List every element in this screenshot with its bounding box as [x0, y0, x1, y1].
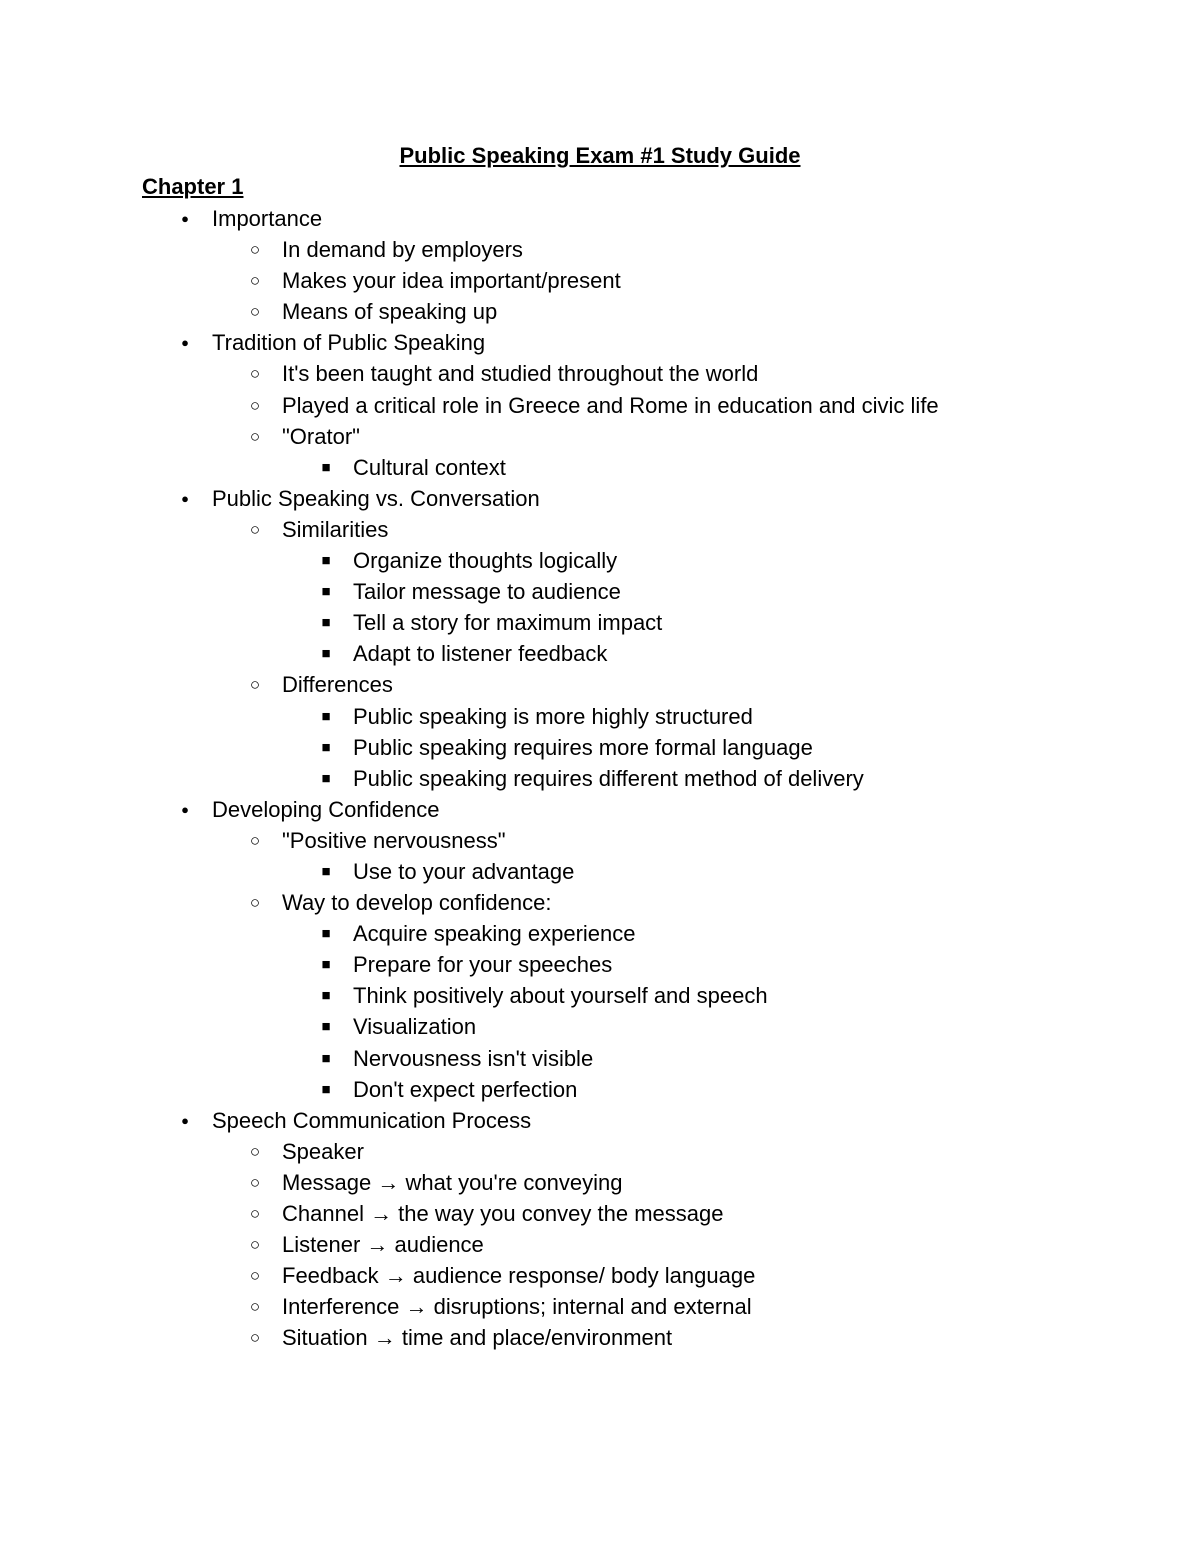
hollow-circle-bullet-icon: ○ — [249, 1328, 261, 1348]
filled-circle-bullet-icon: ● — [181, 211, 189, 226]
filled-square-bullet-icon: ■ — [321, 738, 331, 756]
outline-item-level-2 — [0, 1322, 1200, 1353]
outline-item-level-1 — [0, 483, 1200, 514]
outline-item-text: Organize thoughts logically — [353, 548, 618, 574]
outline-item-level-2 — [0, 514, 1200, 545]
filled-square-bullet-icon: ■ — [321, 707, 331, 725]
outline-item-text: "Orator" — [282, 423, 360, 449]
outline-item-text: Message → what you're conveying — [282, 1169, 623, 1195]
outline-item-level-3 — [0, 1074, 1200, 1105]
outline-item-level-1 — [0, 794, 1200, 825]
outline-item-text: Differences — [282, 672, 393, 698]
outline-item-level-2 — [0, 669, 1200, 700]
outline-item-level-3 — [0, 452, 1200, 483]
outline-item-text: Speech Communication Process — [212, 1107, 532, 1133]
outline-item-level-2 — [0, 1198, 1200, 1229]
filled-circle-bullet-icon: ● — [181, 335, 189, 351]
filled-square-bullet-icon: ■ — [321, 458, 331, 476]
outline-item-level-3 — [0, 763, 1200, 794]
outline-item-text: Don't expect perfection — [353, 1076, 578, 1102]
filled-square-bullet-icon: ■ — [321, 956, 331, 974]
hollow-circle-bullet-icon: ○ — [249, 302, 261, 322]
filled-square-bullet-icon: ■ — [321, 645, 331, 663]
outline-item-level-3 — [0, 638, 1200, 669]
outline-item-text: Feedback → audience response/ body language — [282, 1263, 756, 1289]
outline-item-level-3 — [0, 701, 1200, 732]
outline-item-level-3 — [0, 1011, 1200, 1042]
outline-item-level-3 — [0, 576, 1200, 607]
outline-item-level-3 — [0, 856, 1200, 887]
outline-item-level-2 — [0, 265, 1200, 296]
filled-square-bullet-icon: ■ — [321, 1018, 331, 1036]
filled-circle-bullet-icon: ● — [181, 801, 189, 817]
outline-item-level-1 — [0, 1105, 1200, 1136]
outline-item-text: It's been taught and studied throughout the world — [282, 361, 759, 387]
hollow-circle-bullet-icon: ○ — [249, 1297, 261, 1317]
outline-item-level-2 — [0, 887, 1200, 918]
outline-item-level-3 — [0, 949, 1200, 980]
hollow-circle-bullet-icon: ○ — [249, 395, 261, 415]
hollow-circle-bullet-icon: ○ — [249, 519, 261, 539]
outline-item-level-3 — [0, 1043, 1200, 1074]
outline-item-text: Tailor message to audience — [353, 579, 621, 605]
outline-item-text: Public speaking requires more formal language — [353, 734, 813, 760]
outline-item-level-2 — [0, 358, 1200, 389]
outline-item-level-1 — [0, 327, 1200, 358]
hollow-circle-bullet-icon: ○ — [249, 1172, 261, 1192]
filled-square-bullet-icon: ■ — [321, 614, 331, 632]
outline-item-level-2 — [0, 1229, 1200, 1260]
outline-item-level-3 — [0, 918, 1200, 949]
outline-item-text: Use to your advantage — [353, 858, 575, 884]
outline-item-text: Cultural context — [353, 454, 506, 480]
outline-item-level-2 — [0, 390, 1200, 421]
outline-item-text: Developing Confidence — [212, 796, 440, 822]
outline-item-text: Public speaking is more highly structured — [353, 703, 753, 729]
outline-item-text: Public Speaking vs. Conversation — [212, 485, 540, 511]
filled-square-bullet-icon: ■ — [321, 583, 331, 601]
outline-item-level-3 — [0, 732, 1200, 763]
outline-item-text: Prepare for your speeches — [353, 952, 613, 978]
hollow-circle-bullet-icon: ○ — [249, 830, 261, 850]
outline-item-text: Played a critical role in Greece and Rome in education and civic life — [282, 392, 939, 418]
outline-item-text: Importance — [212, 206, 323, 231]
outline-item-text: Listener → audience — [282, 1232, 484, 1258]
outline-item-text: Channel → the way you convey the message — [282, 1201, 724, 1226]
filled-square-bullet-icon: ■ — [321, 769, 331, 787]
hollow-circle-bullet-icon: ○ — [249, 1141, 261, 1161]
hollow-circle-bullet-icon: ○ — [249, 1204, 261, 1223]
outline-item-text: In demand by employers — [282, 237, 523, 263]
outline-item-text: Adapt to listener feedback — [353, 641, 608, 667]
filled-square-bullet-icon: ■ — [321, 1049, 331, 1067]
outline-item-level-2 — [0, 296, 1200, 327]
outline-item-level-2 — [0, 825, 1200, 856]
hollow-circle-bullet-icon: ○ — [249, 240, 261, 260]
outline-item-level-2 — [0, 1167, 1200, 1198]
outline-item-level-2 — [0, 1260, 1200, 1291]
outline-item-level-2 — [0, 234, 1200, 265]
hollow-circle-bullet-icon: ○ — [249, 1235, 261, 1255]
outline-item-level-3 — [0, 607, 1200, 638]
outline-item-text: Think positively about yourself and speech — [353, 983, 768, 1009]
outline-item-text: Visualization — [353, 1014, 477, 1040]
hollow-circle-bullet-icon: ○ — [249, 364, 261, 384]
filled-square-bullet-icon: ■ — [321, 1080, 331, 1098]
hollow-circle-bullet-icon: ○ — [249, 271, 261, 291]
outline-item-level-1 — [0, 203, 1200, 234]
outline-item-level-2 — [0, 1291, 1200, 1322]
filled-square-bullet-icon: ■ — [321, 987, 331, 1005]
outline-list — [0, 203, 1200, 1353]
filled-square-bullet-icon: ■ — [321, 862, 331, 880]
outline-item-text: Makes your idea important/present — [282, 268, 621, 294]
outline-item-level-3 — [0, 545, 1200, 576]
outline-item-text: Means of speaking up — [282, 299, 498, 325]
filled-square-bullet-icon: ■ — [321, 552, 331, 570]
outline-item-level-3 — [0, 980, 1200, 1011]
outline-item-text: Interference → disruptions; internal and external — [282, 1294, 752, 1320]
outline-item-text: Public speaking requires different method of delivery — [353, 765, 864, 791]
document-title: Public Speaking Exam #1 Study Guide — [399, 143, 801, 168]
outline-item-text: Tell a story for maximum impact — [353, 610, 663, 636]
outline-item-text: Tradition of Public Speaking — [212, 330, 486, 356]
hollow-circle-bullet-icon: ○ — [249, 426, 261, 446]
hollow-circle-bullet-icon: ○ — [249, 675, 261, 695]
outline-item-text: Way to develop confidence: — [282, 890, 552, 916]
filled-square-bullet-icon: ■ — [321, 925, 331, 943]
outline-item-text: "Positive nervousness" — [282, 827, 506, 853]
outline-item-text: Similarities — [282, 516, 389, 542]
outline-item-text: Situation → time and place/environment — [282, 1325, 673, 1351]
outline-item-text: Speaker — [282, 1138, 364, 1164]
filled-circle-bullet-icon: ● — [181, 490, 189, 506]
filled-circle-bullet-icon: ● — [181, 1112, 189, 1128]
outline-item-text: Nervousness isn't visible — [353, 1045, 594, 1071]
outline-item-text: Acquire speaking experience — [353, 921, 636, 947]
outline-item-level-2 — [0, 421, 1200, 452]
hollow-circle-bullet-icon: ○ — [249, 893, 261, 913]
hollow-circle-bullet-icon: ○ — [249, 1266, 261, 1286]
chapter-heading: Chapter 1 — [142, 174, 244, 199]
outline-item-level-2 — [0, 1136, 1200, 1167]
